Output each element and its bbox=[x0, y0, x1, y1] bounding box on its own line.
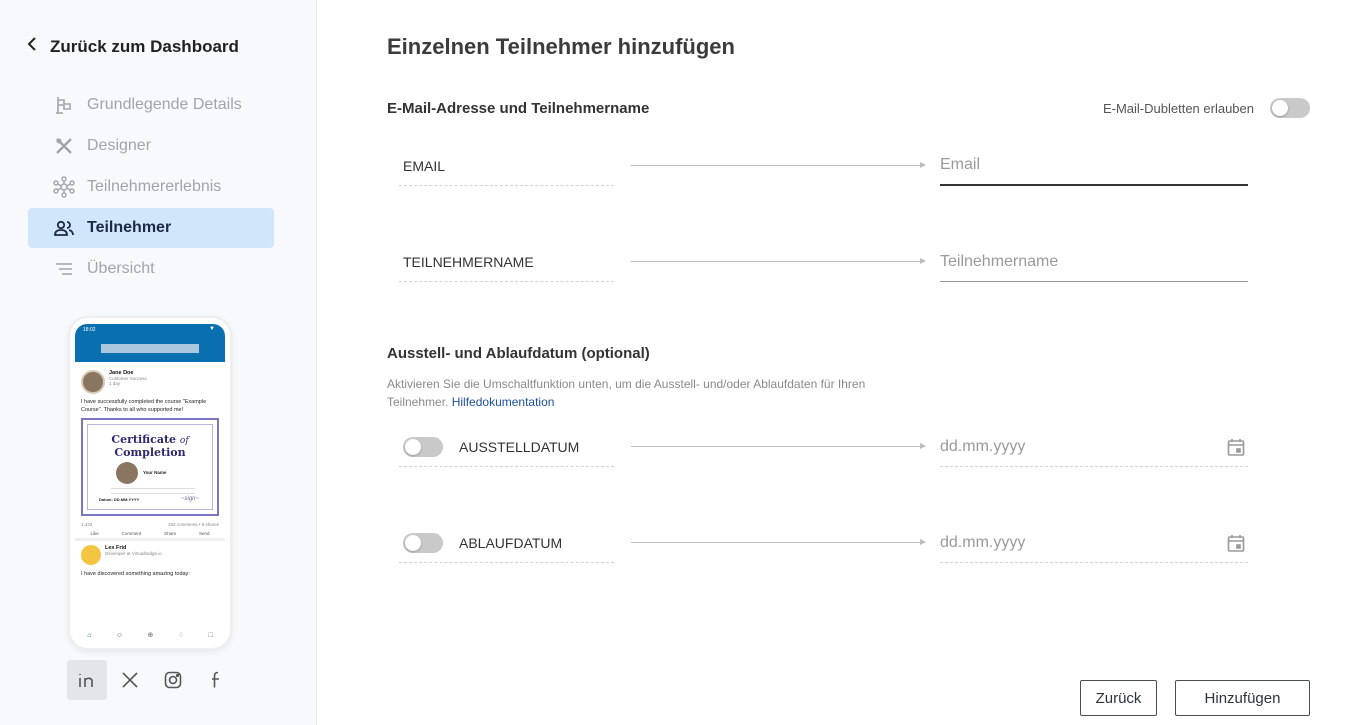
dates-help-text bbox=[387, 375, 907, 411]
post-author-name: Lex Frid bbox=[105, 545, 127, 551]
certificate-text-lines bbox=[111, 488, 195, 494]
send-action: Send bbox=[199, 531, 210, 536]
sidebar-item-designer[interactable] bbox=[28, 126, 274, 166]
post-1 bbox=[75, 366, 225, 579]
allow-duplicates-label: E-Mail-Dubletten erlauben bbox=[1102, 100, 1254, 116]
help-documentation-link[interactable]: Hilfedokumentation bbox=[451, 395, 555, 409]
sidebar-item-label: Übersicht bbox=[87, 260, 155, 277]
avatar bbox=[81, 545, 101, 565]
email-field-wrap bbox=[940, 146, 1248, 186]
comment-action: Comment bbox=[121, 531, 142, 536]
facebook-icon[interactable] bbox=[196, 660, 236, 700]
network-icon bbox=[52, 175, 76, 199]
phone-header bbox=[75, 324, 225, 362]
reaction-count: 1,433 bbox=[81, 522, 93, 527]
section-dates-title: Ausstell- und Ablaufdatum (optional) bbox=[387, 345, 650, 362]
email-input[interactable] bbox=[940, 156, 1248, 174]
phone-bottom-nav bbox=[75, 628, 225, 642]
jobs-icon: □ bbox=[208, 631, 213, 639]
expiry-date-label-wrap bbox=[399, 523, 614, 563]
expiry-date-label: ABLAUFDATUM bbox=[459, 534, 563, 551]
mapping-arrow bbox=[631, 446, 925, 447]
certificate-avatar bbox=[116, 462, 138, 484]
certificate-signature: ~sign~ bbox=[180, 496, 199, 502]
post-author-role: Developer at Virtualbadge.io bbox=[105, 551, 162, 556]
share-action: Share bbox=[164, 531, 177, 536]
mapping-arrow bbox=[631, 165, 925, 166]
mapping-arrow bbox=[631, 261, 925, 262]
email-label: EMAIL bbox=[399, 146, 614, 186]
phone-search-bar bbox=[101, 344, 199, 353]
expiry-date-field-wrap bbox=[940, 523, 1248, 563]
certificate-title: Certificate of Completion bbox=[111, 433, 189, 459]
design-tools-icon bbox=[52, 134, 76, 158]
post-2 bbox=[75, 541, 225, 569]
post-author-name: Jane Doe bbox=[109, 370, 134, 376]
network-tab-icon: ☺ bbox=[115, 631, 124, 639]
post-time: 1 day bbox=[109, 381, 121, 386]
allow-duplicates-toggle[interactable] bbox=[1270, 98, 1310, 118]
sidebar-item-label: Teilnehmererlebnis bbox=[87, 178, 222, 195]
email-row bbox=[399, 146, 1267, 186]
main-content bbox=[317, 0, 1368, 725]
post-actions bbox=[75, 529, 225, 541]
sidebar-item-uebersicht[interactable] bbox=[28, 249, 274, 289]
sidebar-item-teilnehmererlebnis[interactable] bbox=[28, 167, 274, 207]
participant-name-label: TEILNEHMERNAME bbox=[399, 242, 614, 282]
issue-date-row bbox=[399, 427, 1267, 467]
linkedin-icon[interactable] bbox=[67, 660, 107, 700]
mapping-arrow bbox=[631, 542, 925, 543]
expiry-date-row bbox=[399, 523, 1267, 563]
participant-name-field-wrap bbox=[940, 242, 1248, 282]
add-button[interactable]: Hinzufügen bbox=[1175, 680, 1310, 716]
back-label: Zurück zum Dashboard bbox=[50, 36, 239, 56]
page-title: Einzelnen Teilnehmer hinzufügen bbox=[387, 34, 735, 59]
phone-status-time: 18:02 bbox=[83, 327, 96, 333]
avatar bbox=[81, 370, 105, 394]
issue-date-label: AUSSTELLDATUM bbox=[459, 438, 580, 455]
allow-duplicates-setting bbox=[1103, 98, 1310, 118]
sidebar-item-grundlegende-details[interactable] bbox=[28, 85, 274, 125]
issue-date-label-wrap bbox=[399, 427, 614, 467]
sidebar-item-teilnehmer[interactable] bbox=[28, 208, 274, 248]
home-icon: ⌂ bbox=[87, 631, 92, 639]
instagram-icon[interactable] bbox=[153, 660, 193, 700]
section-email-title: E-Mail-Adresse und Teilnehmername bbox=[387, 100, 650, 117]
certificate-date: Datum: DD.MM.YYYY bbox=[99, 497, 140, 502]
sidebar bbox=[0, 0, 317, 725]
certificate-preview bbox=[81, 418, 219, 516]
comments-shares: 202 comments • 6 shares bbox=[168, 522, 219, 527]
expiry-date-input[interactable] bbox=[940, 534, 1248, 552]
participant-name-input[interactable] bbox=[940, 253, 1248, 271]
sidebar-item-label: Teilnehmer bbox=[87, 219, 172, 236]
post-text: I have discovered something amazing today: bbox=[81, 571, 190, 577]
calendar-icon[interactable] bbox=[1226, 533, 1246, 558]
sidebar-item-label: Grundlegende Details bbox=[87, 96, 242, 113]
social-platform-tabs bbox=[67, 660, 236, 700]
flag-icon bbox=[52, 93, 76, 117]
people-icon bbox=[52, 216, 76, 240]
post-add-icon: ⊕ bbox=[147, 632, 154, 639]
post-text: I have successfully completed the course "Example Course". Thanks to all who supported me! bbox=[81, 399, 207, 413]
issue-date-field-wrap bbox=[940, 427, 1248, 467]
back-to-dashboard-link[interactable] bbox=[24, 36, 239, 57]
post-author-role: Customer Success bbox=[109, 376, 147, 381]
issue-date-toggle[interactable] bbox=[403, 437, 443, 457]
chevron-left-icon bbox=[24, 36, 40, 57]
like-action: Like bbox=[90, 531, 99, 536]
sidebar-item-label: Designer bbox=[87, 137, 152, 154]
calendar-icon[interactable] bbox=[1226, 437, 1246, 462]
issue-date-input[interactable] bbox=[940, 438, 1248, 456]
help-text: Aktivieren Sie die Umschaltfunktion unten, um die Ausstell- und/oder Ablaufdaten für Ihren Teilnehmer. bbox=[387, 377, 866, 409]
list-icon bbox=[52, 257, 76, 281]
sidebar-nav bbox=[28, 85, 274, 290]
back-button[interactable]: Zurück bbox=[1080, 680, 1157, 716]
certificate-recipient-name: Your Name bbox=[143, 470, 167, 475]
x-icon[interactable] bbox=[110, 660, 150, 700]
bell-icon: ♢ bbox=[177, 632, 185, 639]
wifi-icon: ▼ bbox=[209, 326, 215, 332]
post-stats bbox=[75, 516, 225, 529]
expiry-date-toggle[interactable] bbox=[403, 533, 443, 553]
social-post-preview bbox=[70, 318, 230, 648]
participant-name-row bbox=[399, 242, 1267, 282]
